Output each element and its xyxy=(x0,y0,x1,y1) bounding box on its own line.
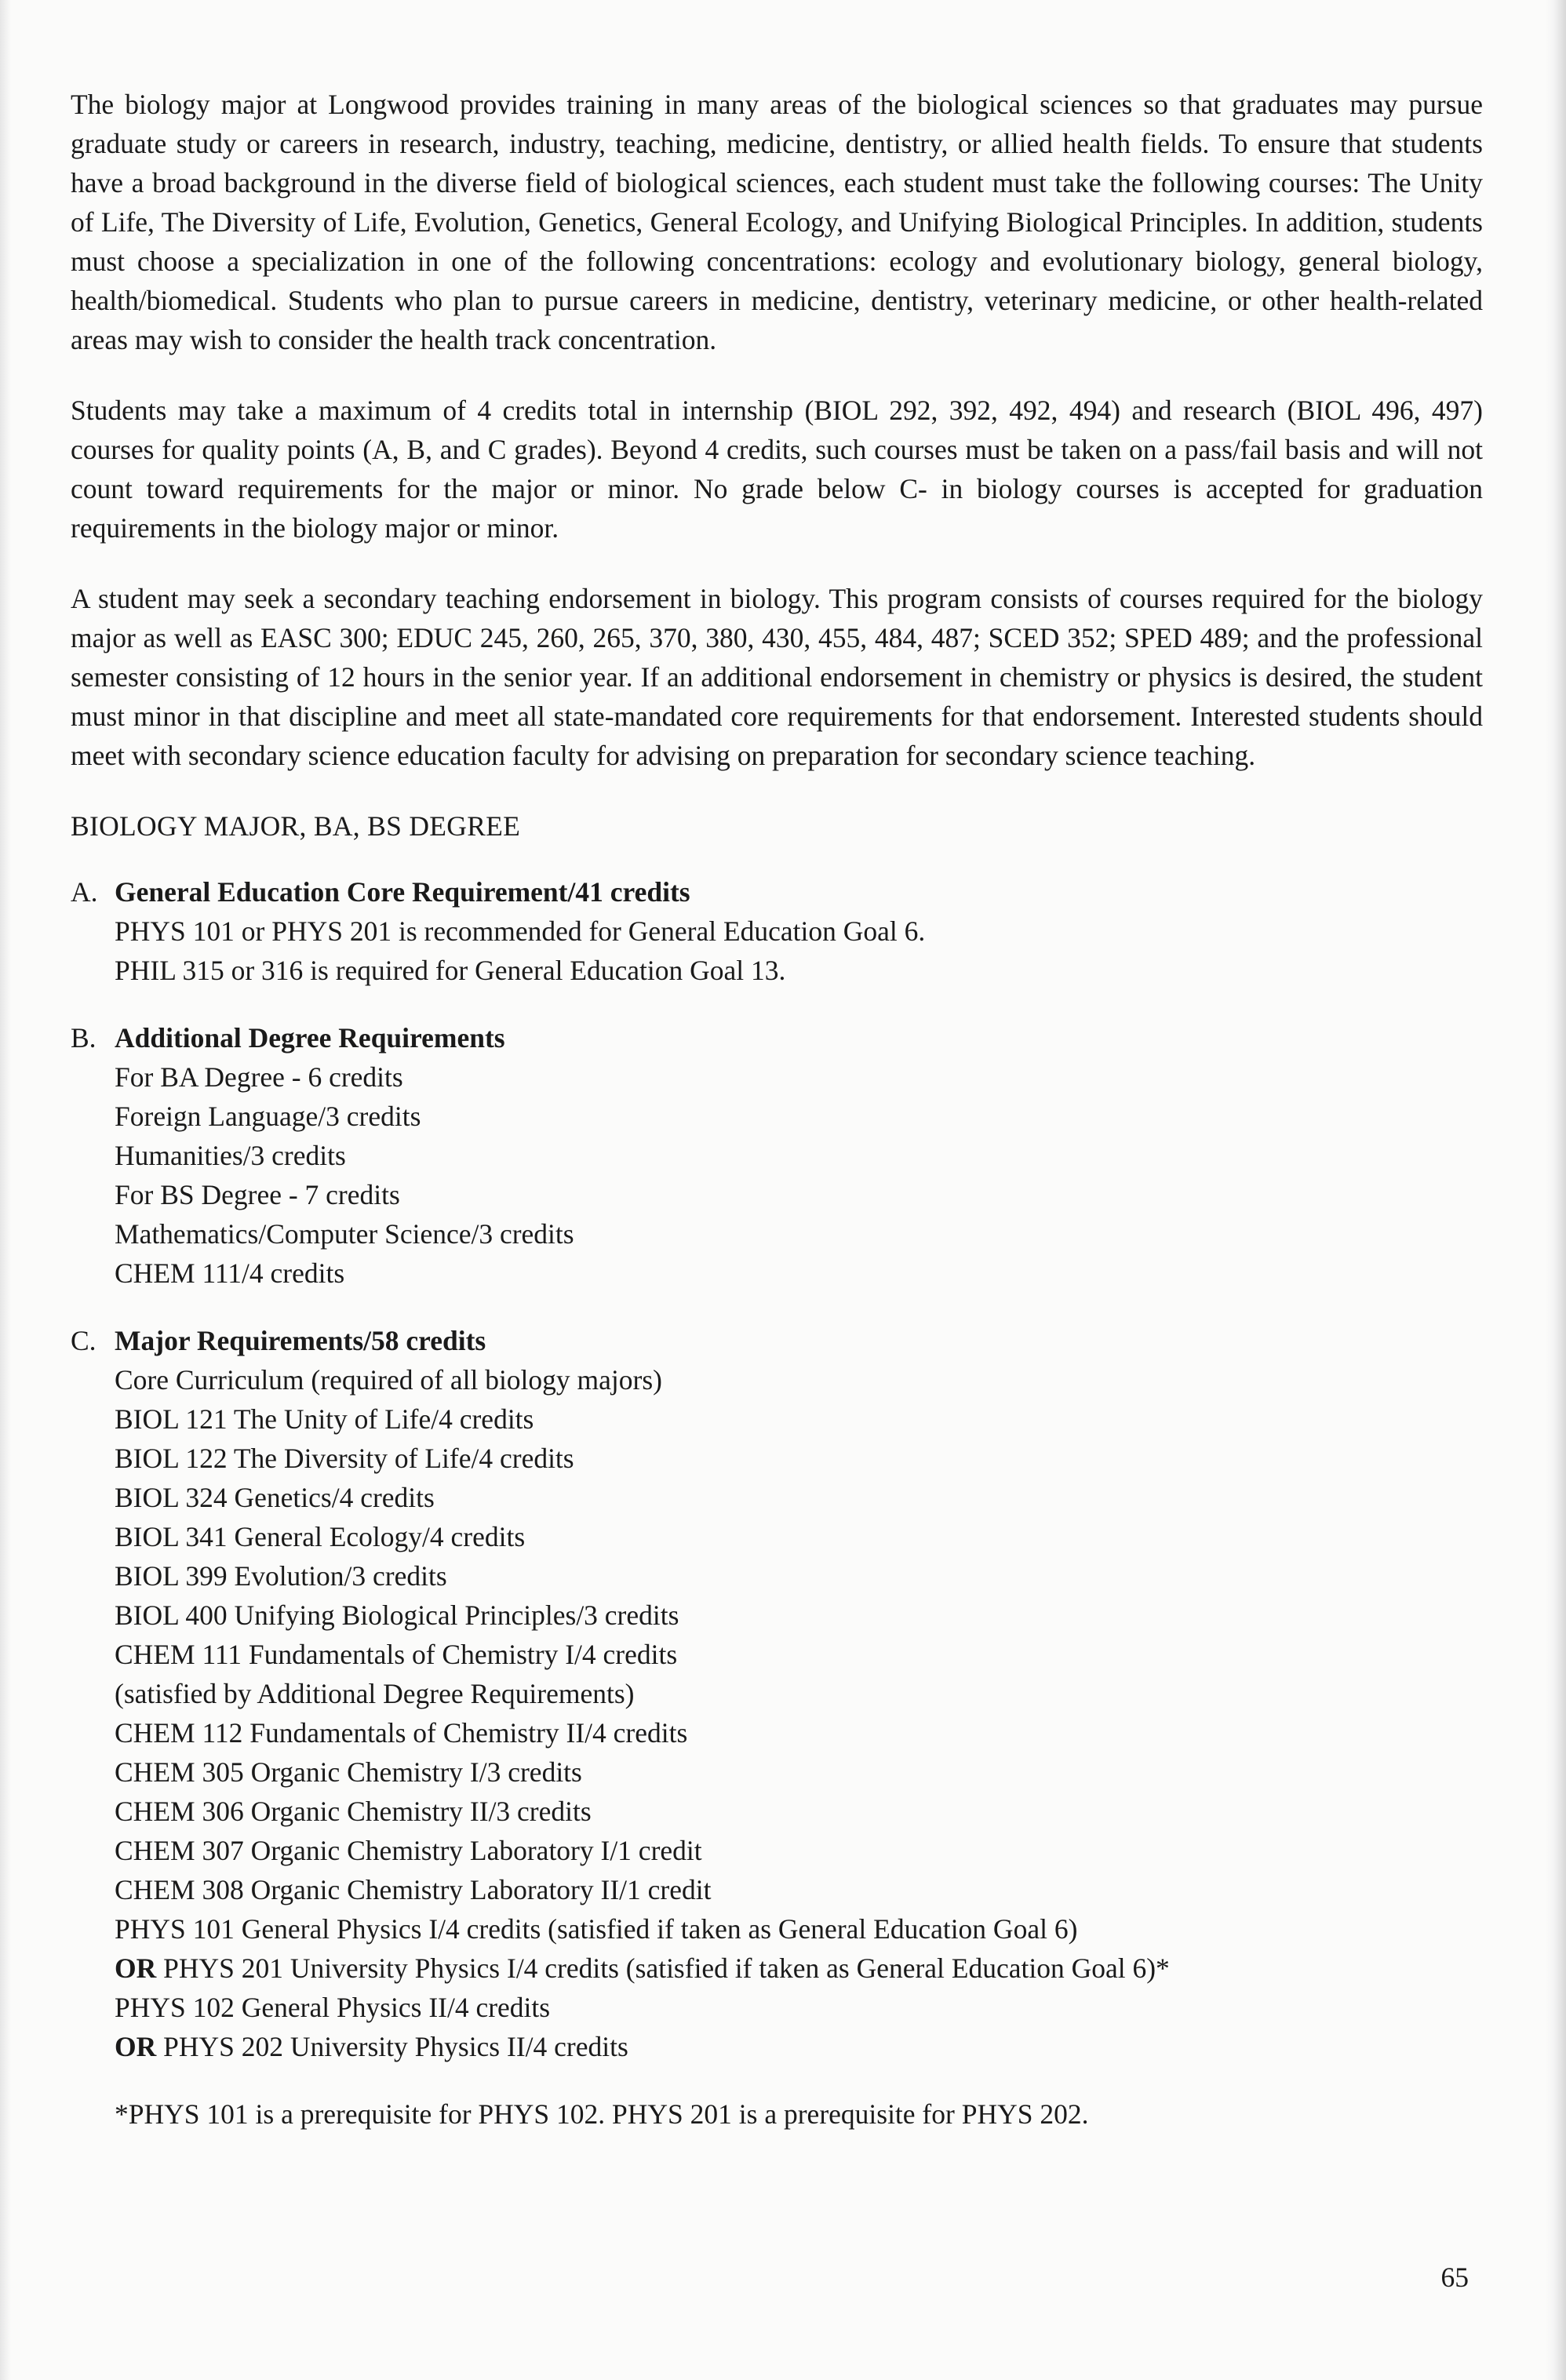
section-c-line: PHYS 101 General Physics I/4 credits (satisfied if taken as General Education Goal 6) xyxy=(115,1913,1078,1945)
page-right-edge-shadow xyxy=(1546,0,1566,2380)
section-c-line: Core Curriculum (required of all biology majors) xyxy=(115,1364,662,1396)
section-b-title: Additional Degree Requirements xyxy=(115,1022,505,1054)
section-b-line: Humanities/3 credits xyxy=(115,1140,346,1171)
section-c-letter: C. xyxy=(71,1325,97,1356)
section-b-letter: B. xyxy=(71,1022,97,1054)
section-b-line: Mathematics/Computer Science/3 credits xyxy=(115,1218,574,1250)
section-b-body xyxy=(115,1018,1483,1293)
or-label: OR xyxy=(115,1952,157,1984)
section-a-letter: A. xyxy=(71,876,98,908)
section-c-or-line-2 xyxy=(115,2027,1483,2066)
section-a-line: PHYS 101 or PHYS 201 is recommended for General Education Goal 6. xyxy=(115,915,926,947)
section-c-line: BIOL 324 Genetics/4 credits xyxy=(115,1482,435,1513)
or-line-text: PHYS 201 University Physics I/4 credits (satisfied if taken as General Education Goal 6)* xyxy=(163,1952,1170,1984)
section-b-line: Foreign Language/3 credits xyxy=(115,1101,421,1132)
or-line-text: PHYS 202 University Physics II/4 credits xyxy=(163,2031,628,2062)
section-b xyxy=(71,1018,1483,1293)
or-label: OR xyxy=(115,2031,157,2062)
section-c-line: BIOL 341 General Ecology/4 credits xyxy=(115,1521,526,1552)
section-c-line: CHEM 111 Fundamentals of Chemistry I/4 credits xyxy=(115,1639,678,1670)
section-c-line: CHEM 112 Fundamentals of Chemistry II/4 credits xyxy=(115,1717,688,1749)
section-b-line: CHEM 111/4 credits xyxy=(115,1257,345,1289)
intro-paragraph-1: The biology major at Longwood provides training in many areas of the biological sciences so that graduates may pursue graduate study or careers in research, industry, teaching, medicine, dentistry, or allied health fields. To ensure that students have a broad background in the diverse field of biological sciences, each student must take the following courses: The Unity of Life, The Diversity of Life, Evolution, Genetics, General Ecology, and Unifying Biological Principles. In addition, students must choose a specialization in one of the following concentrations: ecology and evolutionary biology, general biology, health/biomedical. Students who plan to pursue careers in medicine, dentistry, veterinary medicine, or other health-related areas may wish to consider the health track concentration. xyxy=(71,89,1483,355)
section-a-line: PHIL 315 or 316 is required for General Education Goal 13. xyxy=(115,955,786,986)
section-c-line: PHYS 102 General Physics II/4 credits xyxy=(115,1992,551,2023)
section-b-line: For BS Degree - 7 credits xyxy=(115,1179,400,1210)
section-c-line: CHEM 308 Organic Chemistry Laboratory II/1 credit xyxy=(115,1874,712,1905)
section-a-body xyxy=(115,872,1483,990)
section-c-title: Major Requirements/58 credits xyxy=(115,1325,486,1356)
page-left-edge-shadow xyxy=(0,0,11,2380)
section-c-line: BIOL 400 Unifying Biological Principles/3 credits xyxy=(115,1599,679,1631)
section-c-line: CHEM 306 Organic Chemistry II/3 credits xyxy=(115,1796,592,1827)
section-c-body xyxy=(115,1321,1483,2066)
section-c-line: BIOL 122 The Diversity of Life/4 credits xyxy=(115,1443,574,1474)
section-c-line: BIOL 121 The Unity of Life/4 credits xyxy=(115,1403,534,1435)
section-a-title: General Education Core Requirement/41 credits xyxy=(115,876,690,908)
catalog-page-content xyxy=(71,85,1483,2134)
section-a xyxy=(71,872,1483,990)
footnote: *PHYS 101 is a prerequisite for PHYS 102. PHYS 201 is a prerequisite for PHYS 202. xyxy=(115,2098,1089,2130)
intro-paragraph-3: A student may seek a secondary teaching endorsement in biology. This program consists of courses required for the biology major as well as EASC 300; EDUC 245, 260, 265, 370, 380, 430, 455, 484, 487; SCED 352; SPED 489; and the professional semester consisting of 12 hours in the senior year. If an additional endorsement in chemistry or physics is desired, the student must minor in that discipline and meet all state-mandated core requirements for that endorsement. Interested students should meet with secondary science education faculty for advising on preparation for secondary science teaching. xyxy=(71,583,1483,771)
section-c xyxy=(71,1321,1483,2066)
page-number: 65 xyxy=(1440,2262,1469,2293)
section-c-line: CHEM 307 Organic Chemistry Laboratory I/1 credit xyxy=(115,1835,702,1866)
section-c-line: BIOL 399 Evolution/3 credits xyxy=(115,1560,447,1592)
intro-paragraph-2: Students may take a maximum of 4 credits total in internship (BIOL 292, 392, 492, 494) and research (BIOL 496, 497) courses for quality points (A, B, and C grades). Beyond 4 credits, such courses must be taken on a pass/fail basis and will not count toward requirements for the major or minor. No grade below C- in biology courses is accepted for graduation requirements in the biology major or minor. xyxy=(71,395,1483,544)
section-b-line: For BA Degree - 6 credits xyxy=(115,1061,403,1093)
major-heading: BIOLOGY MAJOR, BA, BS DEGREE xyxy=(71,810,521,842)
section-c-or-line-1 xyxy=(115,1949,1483,1988)
section-c-line: CHEM 305 Organic Chemistry I/3 credits xyxy=(115,1756,582,1788)
section-c-line: (satisfied by Additional Degree Requirements) xyxy=(115,1678,635,1709)
